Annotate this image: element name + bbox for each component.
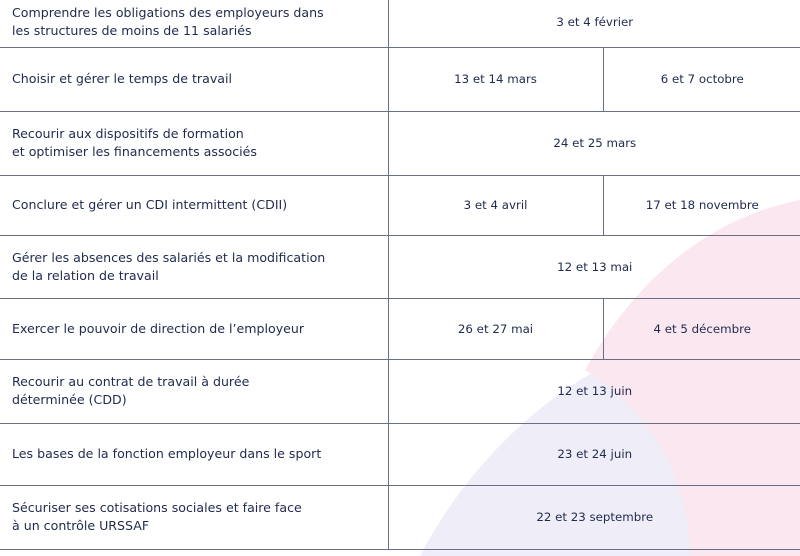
course-title: Comprendre les obligations des employeurs dans les structures de moins de 11 salariés: [0, 0, 388, 47]
course-title: Recourir aux dispositifs de formation et optimiser les financements associés: [0, 111, 388, 175]
course-title: Exercer le pouvoir de direction de l’employeur: [0, 298, 388, 359]
course-title: Conclure et gérer un CDI intermittent (CDII): [0, 175, 388, 235]
table-row: [0, 235, 800, 298]
table-row: [0, 298, 800, 359]
course-title: Gérer les absences des salariés et la modification de la relation de travail: [0, 235, 388, 298]
session-date: 4 et 5 décembre: [603, 298, 800, 359]
course-title: Sécuriser ses cotisations sociales et faire face à un contrôle URSSAF: [0, 485, 388, 549]
course-title: Recourir au contrat de travail à durée déterminée (CDD): [0, 359, 388, 423]
table-row: [0, 111, 800, 175]
session-date: 23 et 24 juin: [388, 423, 800, 485]
session-date: 3 et 4 février: [388, 0, 800, 47]
session-date: 12 et 13 juin: [388, 359, 800, 423]
session-date: 24 et 25 mars: [388, 111, 800, 175]
session-date: 12 et 13 mai: [388, 235, 800, 298]
course-title: Choisir et gérer le temps de travail: [0, 47, 388, 111]
session-date: 22 et 23 septembre: [388, 485, 800, 549]
table-row: [0, 423, 800, 485]
session-date: 3 et 4 avril: [388, 175, 603, 235]
table-row: [0, 175, 800, 235]
table-row: [0, 47, 800, 111]
session-date: 13 et 14 mars: [388, 47, 603, 111]
session-date: 6 et 7 octobre: [603, 47, 800, 111]
session-date: 26 et 27 mai: [388, 298, 603, 359]
table-row: [0, 485, 800, 549]
table-row: [0, 359, 800, 423]
course-title: Les bases de la fonction employeur dans le sport: [0, 423, 388, 485]
session-date: 17 et 18 novembre: [603, 175, 800, 235]
table-row: [0, 0, 800, 47]
